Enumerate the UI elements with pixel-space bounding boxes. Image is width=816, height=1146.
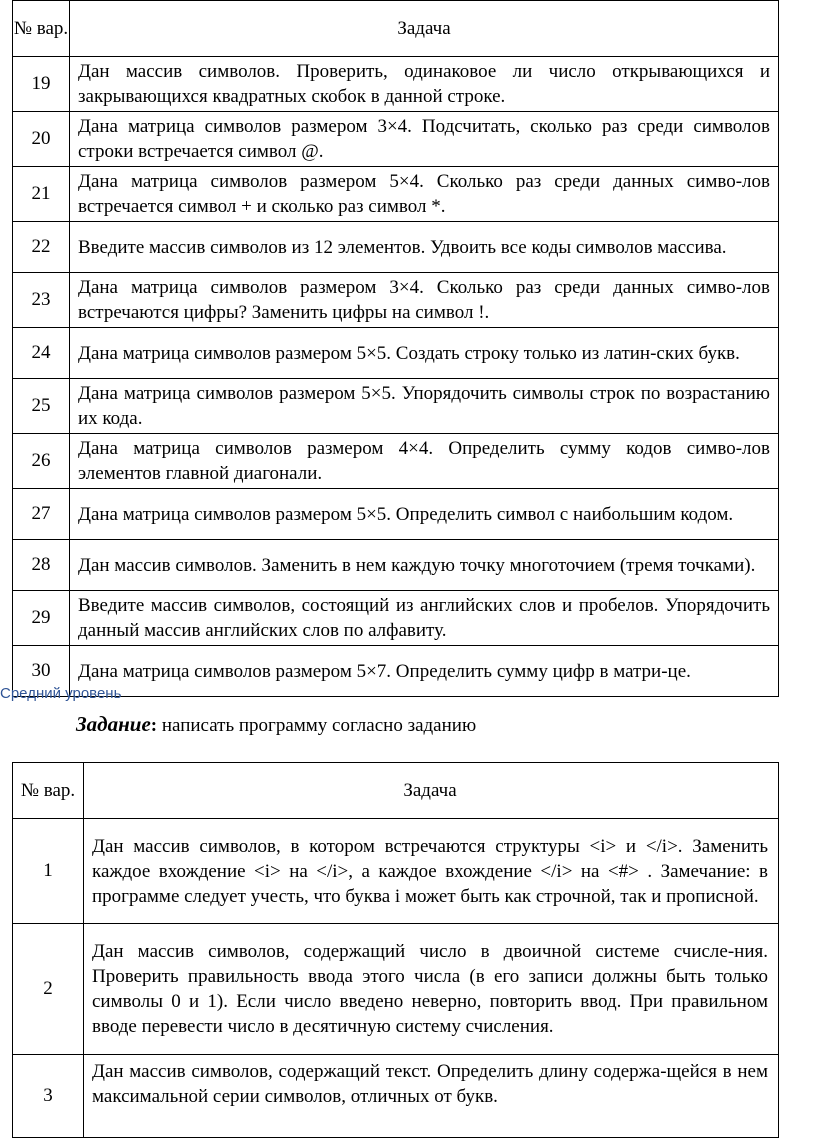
level-heading: Средний уровень	[0, 685, 122, 702]
task-text: Дана матрица символов размером 3×4. Подсчитать, сколько раз среди символов строки встречается символ @.	[70, 112, 779, 167]
variant-number: 30	[13, 646, 70, 697]
assignment-line	[76, 712, 476, 737]
table-header-row	[13, 1, 779, 57]
variant-number: 1	[13, 819, 84, 924]
table-row	[13, 591, 779, 646]
assignment-colon: :	[150, 715, 158, 736]
task-text: Дана матрица символов размером 5×5. Определить символ с наибольшим кодом.	[70, 489, 779, 540]
table-row	[13, 167, 779, 222]
table-row	[13, 434, 779, 489]
task-text: Дана матрица символов размером 5×5. Создать строку только из латин-ских букв.	[70, 328, 779, 379]
table-row	[13, 112, 779, 167]
table-row	[13, 540, 779, 591]
table-header-row	[13, 763, 779, 819]
table-row	[13, 489, 779, 540]
table-row	[13, 222, 779, 273]
table-row	[13, 646, 779, 697]
variant-number: 22	[13, 222, 70, 273]
table-row	[13, 819, 779, 924]
assignment-label: Задание	[76, 712, 151, 736]
header-variant-number: № вар.	[13, 763, 84, 819]
variant-number: 27	[13, 489, 70, 540]
header-task: Задача	[84, 763, 779, 819]
task-text: Дан массив символов, в котором встречаются структуры <i> и </i>. Заменить каждое вхождение <i> на </i>, а каждое вхождение </i> на <#> . Замечание: в программе следует учесть, что буква i может быть как строчной, так и прописной.	[84, 819, 779, 924]
task-text: Дан массив символов, содержащий число в двоичной системе счисле-ния. Проверить правильность ввода этого числа (в его записи должны быть только символы 0 и 1). Если число введено неверно, повторить ввод. При правильном вводе перевести число в десятичную систему счисления.	[84, 924, 779, 1055]
variant-number: 24	[13, 328, 70, 379]
task-text: Дан массив символов, содержащий текст. Определить длину содержа-щейся в нем максимальной серии символов, отличных от букв.	[84, 1055, 779, 1138]
variant-number: 2	[13, 924, 84, 1055]
task-text: Дан массив символов. Проверить, одинаковое ли число открывающихся и закрывающихся квадратных скобок в данной строке.	[70, 57, 779, 112]
variants-table-medium	[12, 762, 779, 1138]
variant-number: 25	[13, 379, 70, 434]
task-text: Дана матрица символов размером 5×4. Сколько раз среди данных симво-лов встречается символ + и сколько раз символ *.	[70, 167, 779, 222]
variant-number: 21	[13, 167, 70, 222]
variant-number: 23	[13, 273, 70, 328]
variant-number: 20	[13, 112, 70, 167]
table-row	[13, 1055, 779, 1138]
task-text: Введите массив символов из 12 элементов. Удвоить все коды символов массива.	[70, 222, 779, 273]
variants-table-basic	[12, 0, 779, 697]
task-text: Дана матрица символов размером 3×4. Сколько раз среди данных симво-лов встречаются цифры? Заменить цифры на символ !.	[70, 273, 779, 328]
task-text: Дана матрица символов размером 4×4. Определить сумму кодов симво-лов элементов главной диагонали.	[70, 434, 779, 489]
variant-number: 26	[13, 434, 70, 489]
table-row	[13, 328, 779, 379]
table-row	[13, 924, 779, 1055]
table-row	[13, 273, 779, 328]
variant-number: 29	[13, 591, 70, 646]
task-text: Введите массив символов, состоящий из английских слов и пробелов. Упорядочить данный массив английских слов по алфавиту.	[70, 591, 779, 646]
task-text: Дана матрица символов размером 5×5. Упорядочить символы строк по возрастанию их кода.	[70, 379, 779, 434]
task-text: Дана матрица символов размером 5×7. Определить сумму цифр в матри-це.	[70, 646, 779, 697]
header-variant-number: № вар.	[13, 1, 70, 57]
variant-number: 28	[13, 540, 70, 591]
table-row	[13, 379, 779, 434]
variant-number: 19	[13, 57, 70, 112]
variant-number: 3	[13, 1055, 84, 1138]
task-text: Дан массив символов. Заменить в нем каждую точку многоточием (тремя точками).	[70, 540, 779, 591]
table-row	[13, 57, 779, 112]
header-task: Задача	[70, 1, 779, 57]
assignment-text: написать программу согласно заданию	[157, 715, 477, 736]
